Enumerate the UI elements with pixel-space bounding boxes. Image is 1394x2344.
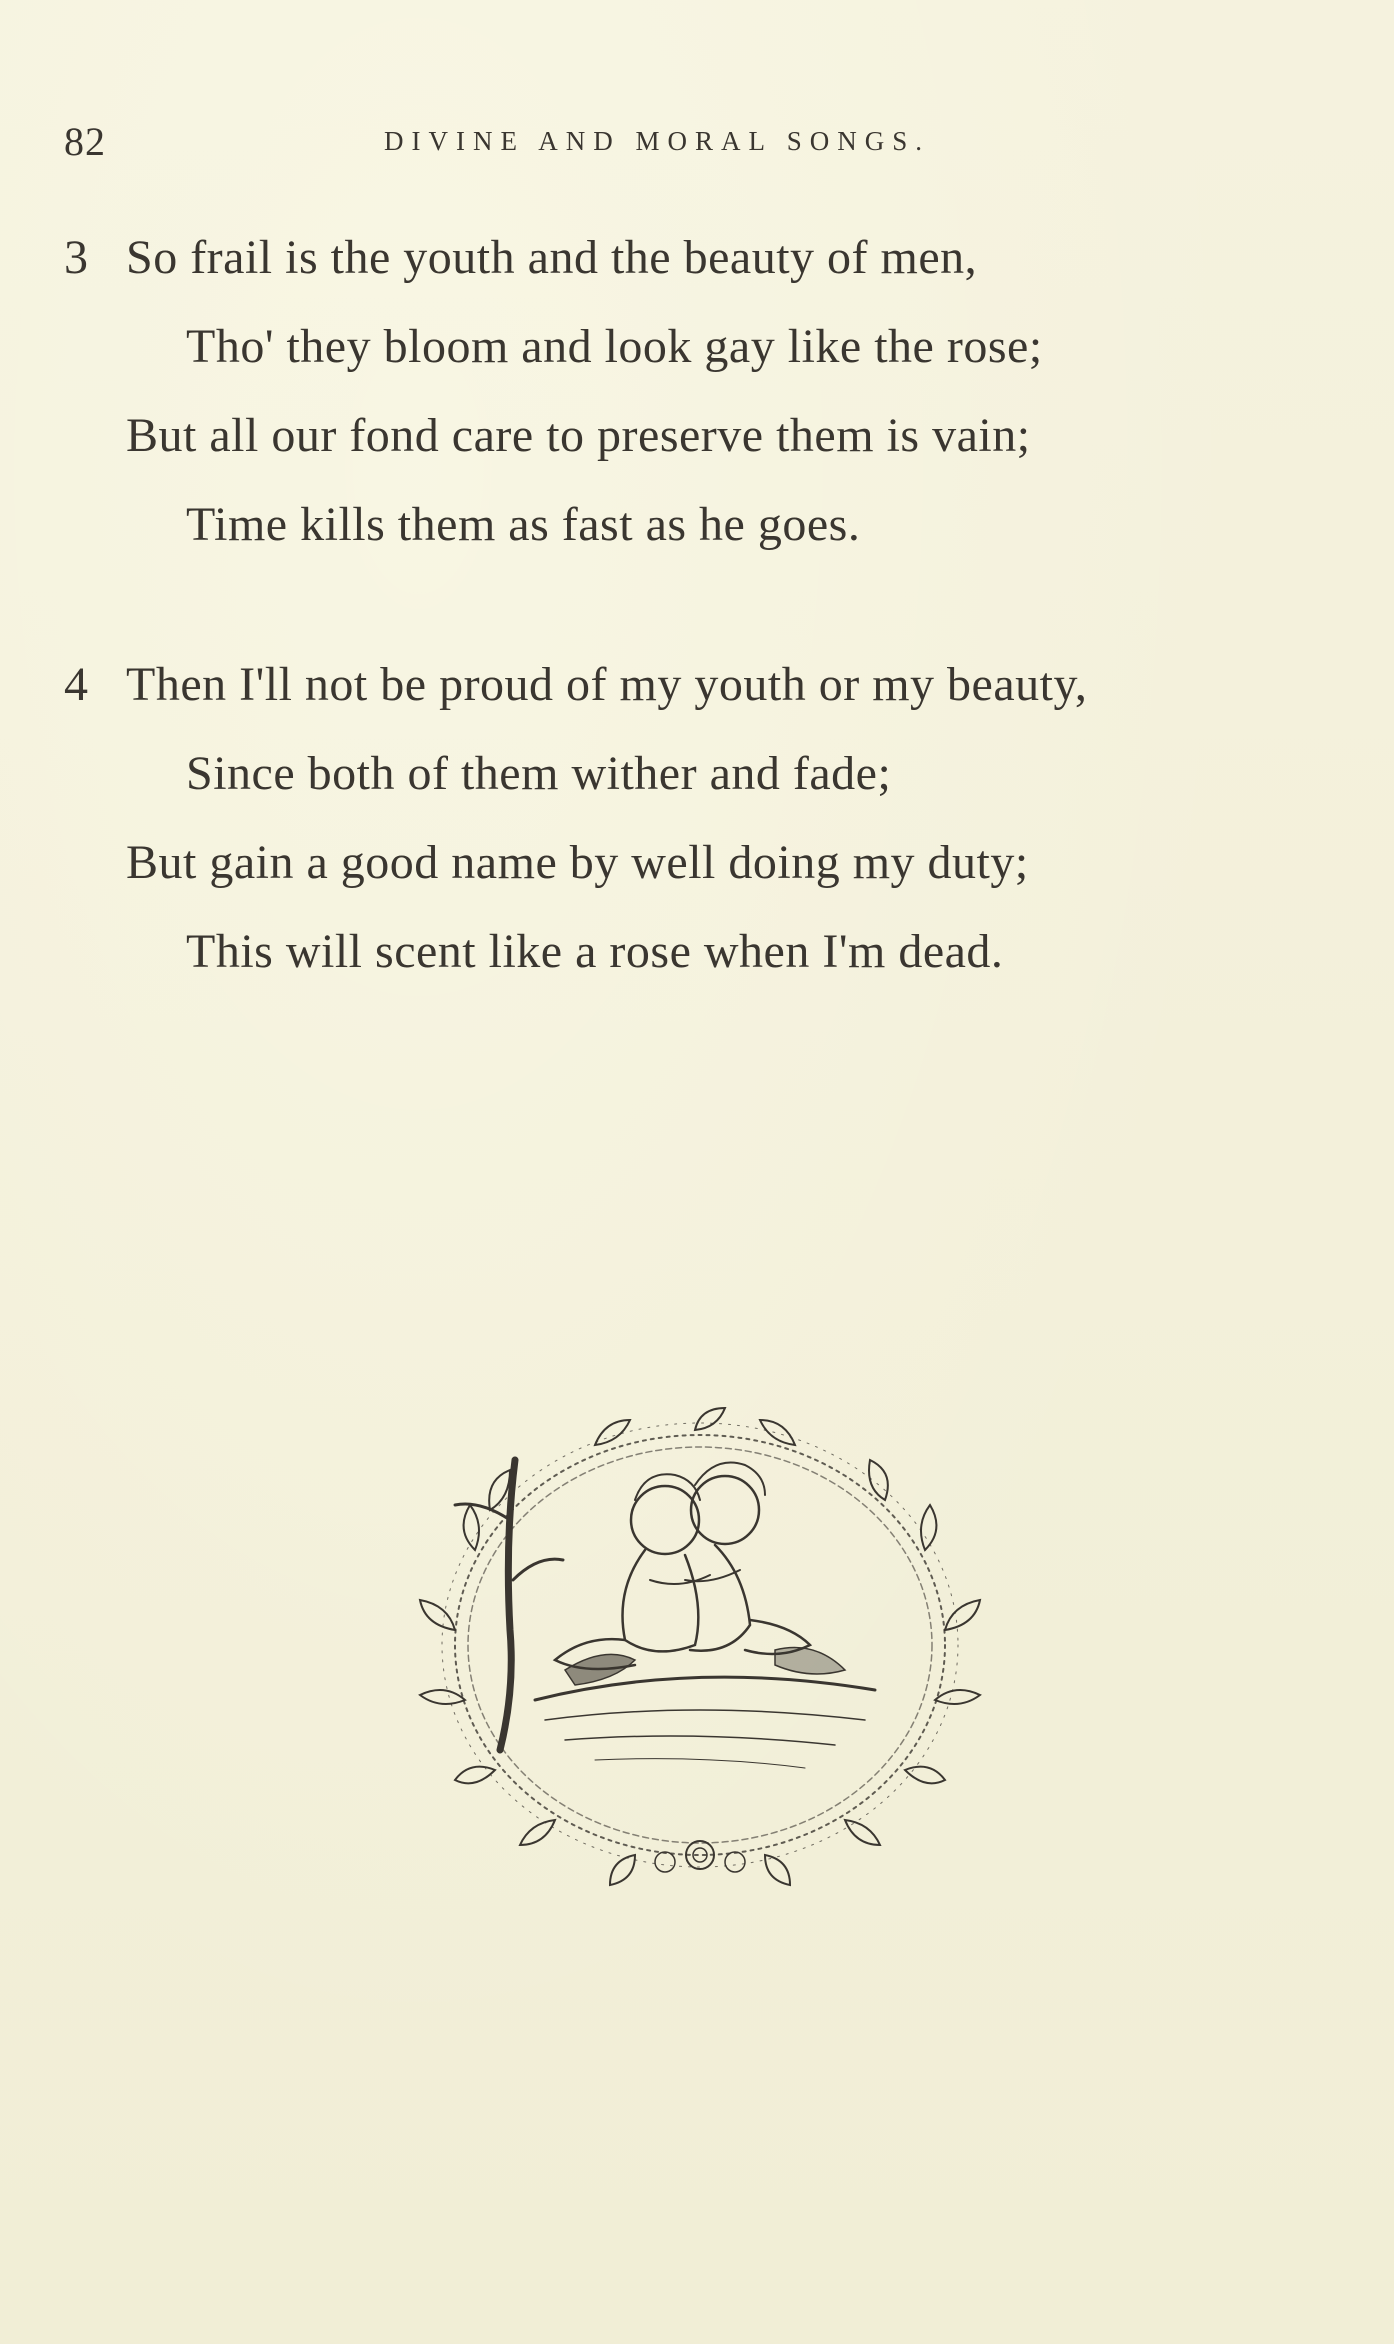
verse-line xyxy=(64,406,1344,495)
running-title: DIVINE AND MORAL SONGS. xyxy=(384,126,931,156)
cherubs-vignette-icon xyxy=(395,1400,1005,1890)
stanza-number: 3 xyxy=(64,231,89,284)
verse-line-text: Time kills them as fast as he goes. xyxy=(186,498,861,551)
verse-line-text: This will scent like a rose when I'm dead. xyxy=(186,925,1004,978)
verse-line xyxy=(64,317,1344,406)
verse-line xyxy=(64,495,1344,584)
page-number: 82 xyxy=(64,119,106,164)
verse-line xyxy=(64,744,1344,833)
verse-line xyxy=(64,922,1344,1011)
verse-line-text: So frail is the youth and the beauty of men, xyxy=(126,231,978,284)
stanza-number: 4 xyxy=(64,658,89,711)
verse-line-text: But all our fond care to preserve them is vain; xyxy=(126,409,1031,462)
verse-line-text: Then I'll not be proud of my youth or my beauty, xyxy=(126,658,1088,711)
verse-line xyxy=(64,655,1344,744)
verse-line-text: Tho' they bloom and look gay like the rose; xyxy=(186,320,1043,373)
stanza-4 xyxy=(64,655,1344,1011)
running-head xyxy=(64,118,1334,168)
stanza-3 xyxy=(64,228,1344,584)
verse-line-text: But gain a good name by well doing my duty; xyxy=(126,836,1029,889)
verse-line xyxy=(64,833,1344,922)
verse-line xyxy=(64,228,1344,317)
verse-line-text: Since both of them wither and fade; xyxy=(186,747,892,800)
